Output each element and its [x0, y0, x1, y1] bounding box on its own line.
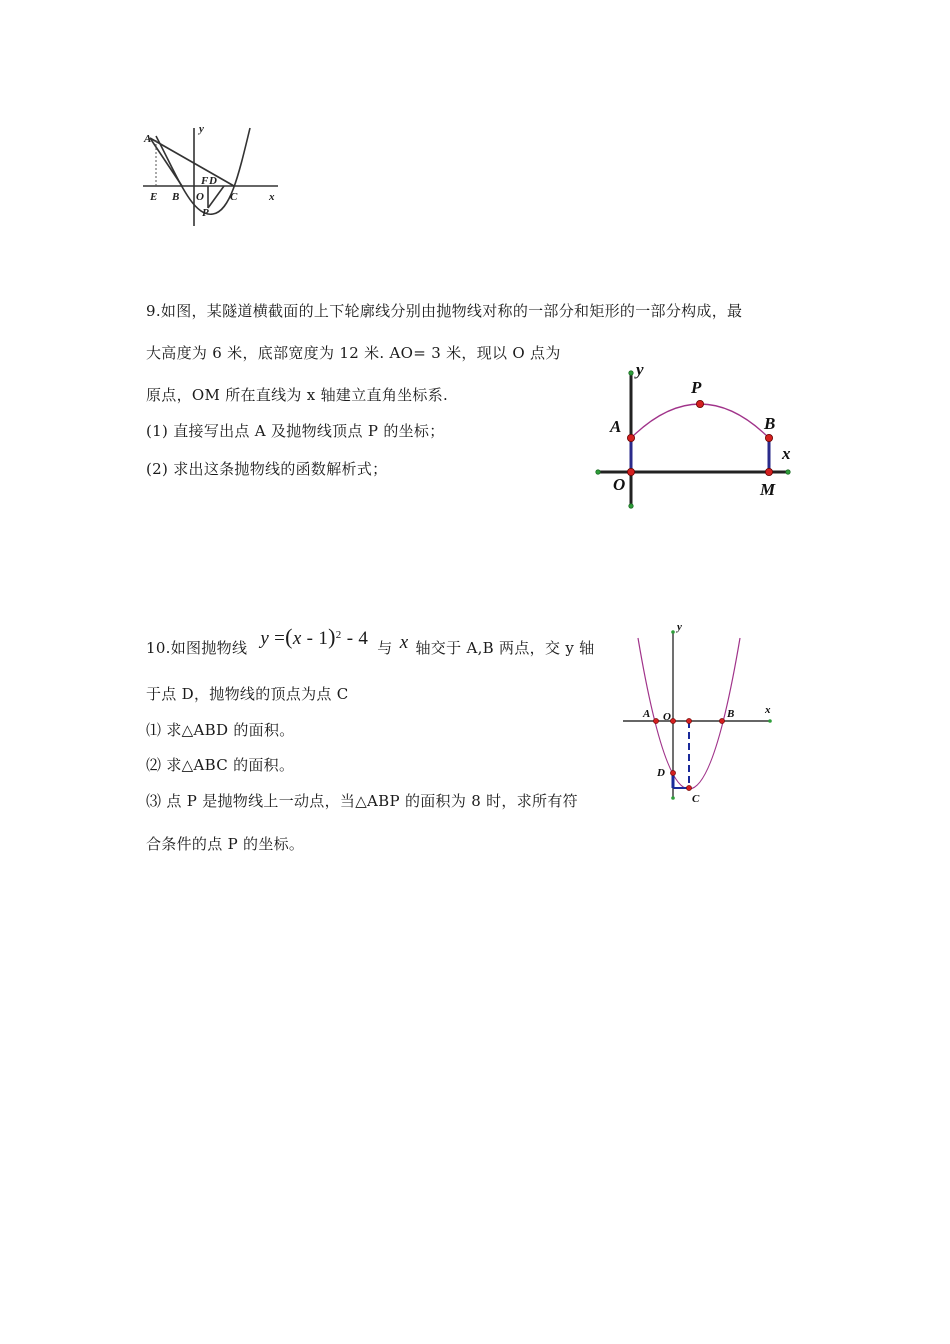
parabola-arc: [631, 404, 769, 438]
label-p: P: [691, 378, 702, 397]
q10-item-1: ⑴ 求△ABD 的面积。: [146, 721, 295, 739]
label-b: B: [727, 708, 735, 720]
label-y: y: [677, 621, 682, 633]
figure-q9-tunnel: [590, 358, 810, 518]
q10-mid: 与: [377, 639, 393, 657]
q9-line-1: 9.如图，某隧道横截面的上下轮廓线分别由抛物线对称的一部分和矩形的一部分构成，最: [146, 302, 743, 320]
label-p: P: [202, 207, 209, 219]
point-a: [627, 434, 634, 441]
label-d: D: [657, 767, 665, 779]
q9-item-2: (2) 求出这条抛物线的函数解析式；: [146, 460, 388, 478]
q10-line-1: [146, 624, 595, 658]
segment-ac: [150, 138, 234, 186]
label-b: B: [764, 414, 776, 433]
label-y: y: [636, 360, 644, 379]
label-o: O: [613, 475, 626, 494]
q10-line-6: 合条件的点 P 的坐标。: [146, 835, 305, 853]
label-m: M: [760, 480, 776, 499]
point-b: [765, 434, 772, 441]
q10-xvar: x: [399, 632, 409, 653]
label-o: O: [196, 191, 204, 203]
label-a: A: [643, 708, 651, 720]
point-o: [627, 468, 634, 475]
label-f: F: [201, 175, 209, 187]
point-b: [719, 718, 724, 723]
label-e: E: [150, 191, 158, 203]
q9-item-1: (1) 直接写出点 A 及抛物线顶点 P 的坐标；: [146, 422, 445, 440]
q10-line-2: 于点 D，抛物线的顶点为点 C: [146, 685, 349, 703]
label-a: A: [610, 417, 622, 436]
label-x: x: [782, 444, 791, 463]
point-m: [765, 468, 772, 475]
label-c: C: [692, 793, 700, 805]
label-b: B: [172, 191, 180, 203]
point-a: [653, 718, 658, 723]
label-x: x: [269, 191, 275, 203]
q9-line-3: 原点，OM 所在直线为 x 轴建立直角坐标系.: [146, 386, 449, 404]
point-h: [686, 718, 691, 723]
figure-q10-parabola: [618, 618, 788, 818]
point-o: [670, 718, 675, 723]
q10-prefix: 10.如图抛物线: [146, 639, 248, 657]
q10-suffix: 轴交于 A,B 两点，交 y 轴: [415, 639, 595, 657]
point-c: [686, 785, 691, 790]
q10-item-2: ⑵ 求△ABC 的面积。: [146, 756, 295, 774]
label-x: x: [765, 704, 771, 716]
segment-ab: [150, 138, 182, 186]
figure-q8-parabola: [138, 118, 288, 233]
label-d: D: [209, 175, 217, 187]
q9-line-2: 大高度为 6 米，底部宽度为 12 米. AO= 3 米，现以 O 点为: [146, 344, 561, 362]
q10-equation: y =(x - 1)$^2$ - 4: [260, 624, 369, 649]
label-a: A: [144, 133, 152, 145]
label-y: y: [199, 123, 204, 135]
label-c: C: [230, 191, 238, 203]
point-p: [696, 400, 703, 407]
label-o: O: [663, 711, 671, 723]
q10-item-3: ⑶ 点 P 是抛物线上一动点，当△ABP 的面积为 8 时，求所有符: [146, 792, 578, 810]
point-d: [670, 770, 675, 775]
